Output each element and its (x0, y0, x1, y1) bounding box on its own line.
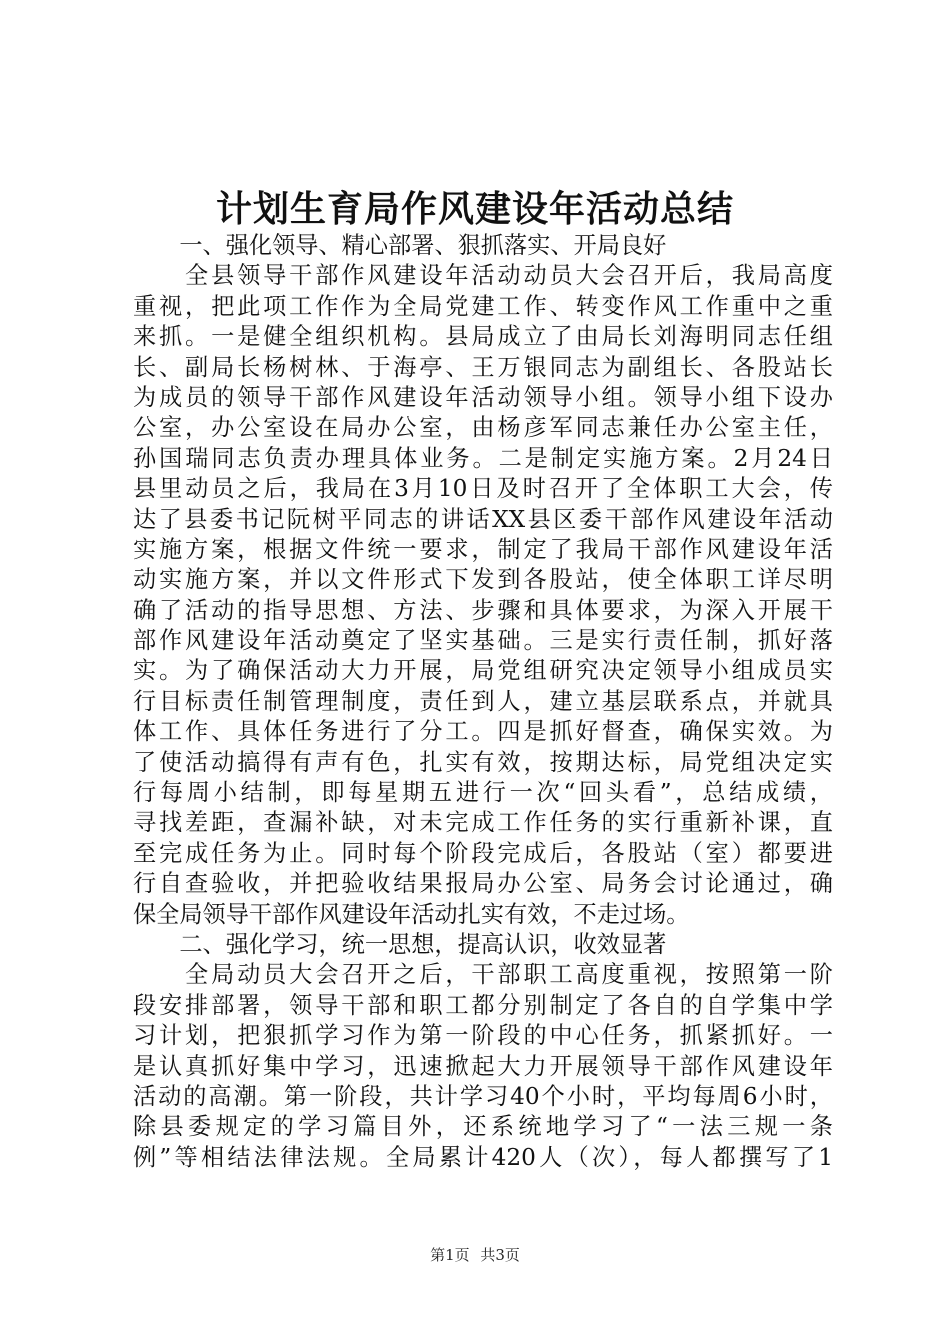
text-line: 段安排部署，领导干部和职工都分别制定了各自的自学集中学 (133, 991, 833, 1019)
text-line: 至完成任务为止。同时每个阶段完成后，各股站（室）都要进 (133, 839, 833, 867)
text-line: 公室，办公室设在局办公室，由杨彦军同志兼任办公室主任， (133, 414, 833, 442)
page-total: 共3页 (480, 1246, 520, 1264)
text-line: 体工作、具体任务进行了分工。四是抓好督查，确保实效。为 (133, 718, 833, 746)
text-line: 寻找差距，查漏补缺，对未完成工作任务的实行重新补课，直 (133, 809, 833, 837)
page-number: 第1页 (430, 1246, 470, 1264)
text-line: 了使活动搞得有声有色，扎实有效，按期达标，局党组决定实 (133, 748, 833, 776)
text-line: 行每周小结制，即每星期五进行一次“回头看”，总结成绩， (133, 779, 833, 807)
text-line: 确了活动的指导思想、方法、步骤和具体要求，为深入开展干 (133, 596, 833, 624)
page-footer (0, 1245, 950, 1265)
text-line: 动实施方案，并以文件形式下发到各股站，使全体职工详尽明 (133, 566, 833, 594)
text-line: 重视，把此项工作作为全局党建工作、转变作风工作重中之重 (133, 292, 833, 320)
text-line: 例”等相结法律法规。全局累计420人（次），每人都撰写了1 (133, 1143, 833, 1171)
text-line: 实施方案，根据文件统一要求，制定了我局干部作风建设年活 (133, 535, 833, 563)
text-line: 县里动员之后，我局在3月10日及时召开了全体职工大会，传 (133, 475, 833, 503)
text-line: 全县领导干部作风建设年活动动员大会召开后，我局高度 (133, 262, 833, 290)
section-heading: 一、强化领导、精心部署、狠抓落实、开局良好 (133, 232, 667, 259)
text-line: 长、副局长杨树林、于海亭、王万银同志为副组长、各股站长 (133, 353, 833, 381)
text-line: 行自查验收，并把验收结果报局办公室、局务会讨论通过，确 (133, 870, 833, 898)
text-line: 部作风建设年活动奠定了坚实基础。三是实行责任制，抓好落 (133, 627, 833, 655)
text-line: 是认真抓好集中学习，迅速掀起大力开展领导干部作风建设年 (133, 1052, 833, 1080)
text-line: 来抓。一是健全组织机构。县局成立了由局长刘海明同志任组 (133, 323, 833, 351)
text-line: 行目标责任制管理制度，责任到人，建立基层联系点，并就具 (133, 687, 833, 715)
text-line: 除县委规定的学习篇目外，还系统地学习了“一法三规一条 (133, 1113, 833, 1141)
text-line: 全局动员大会召开之后，干部职工高度重视，按照第一阶 (133, 961, 833, 989)
text-line: 为成员的领导干部作风建设年活动领导小组。领导小组下设办 (133, 383, 833, 411)
text-line: 习计划，把狠抓学习作为第一阶段的中心任务，抓紧抓好。一 (133, 1022, 833, 1050)
document-body (133, 231, 833, 1173)
document-title: 计划生育局作风建设年活动总结 (215, 188, 734, 230)
text-line: 活动的高潮。第一阶段，共计学习40个小时，平均每周6小时， (133, 1082, 833, 1110)
text-line: 实。为了确保活动大力开展，局党组研究决定领导小组成员实 (133, 657, 833, 685)
text-line: 达了县委书记阮树平同志的讲话XX县区委干部作风建设年活动 (133, 505, 833, 533)
section-heading: 二、强化学习，统一思想，提高认识，收效显著 (133, 930, 667, 958)
text-line: 保全局领导干部作风建设年活动扎实有效，不走过场。 (133, 900, 690, 928)
text-line: 孙国瑞同志负责办理具体业务。二是制定实施方案。2月24日 (133, 444, 833, 472)
